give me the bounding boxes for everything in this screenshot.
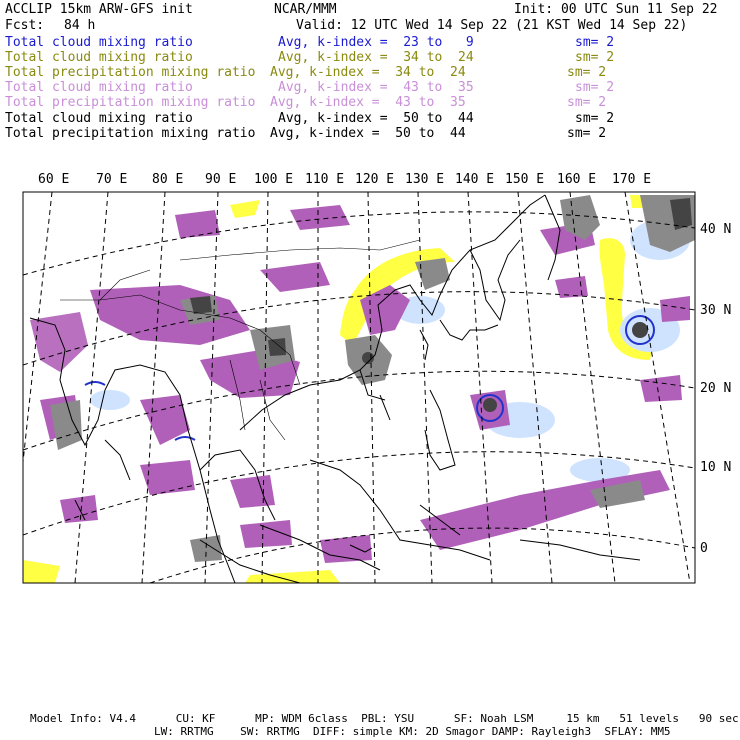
legend-range: Avg, k-index = 50 to 44: [270, 126, 466, 141]
legend-field: Total precipitation mixing ratio: [5, 126, 256, 141]
forecast-label: Fcst:: [5, 18, 45, 33]
legend-sm: sm= 2: [567, 95, 607, 110]
legend-sm: sm= 2: [575, 80, 615, 95]
lat-label: 20 N: [700, 381, 732, 396]
lon-label: 170 E: [612, 172, 652, 187]
forecast-hours: 84 h: [64, 18, 96, 33]
lat-label: 10 N: [700, 460, 732, 475]
model-info-line2: LW: RRTMG SW: RRTMG DIFF: simple KM: 2D Smagor DAMP: Rayleigh3 SFLAY: MM5: [154, 725, 671, 738]
lon-label: 60 E: [38, 172, 70, 187]
lat-label: 0: [700, 541, 708, 556]
legend-sm: sm= 2: [567, 65, 607, 80]
lon-label: 90 E: [205, 172, 237, 187]
legend-range: Avg, k-index = 23 to 9: [278, 35, 474, 50]
valid-time: Valid: 12 UTC Wed 14 Sep 22 (21 KST Wed 14 Sep 22): [296, 18, 688, 33]
legend-sm: sm= 2: [575, 111, 615, 126]
legend-sm: sm= 2: [575, 35, 615, 50]
model-title: ACCLIP 15km ARW-GFS init: [5, 2, 193, 17]
lon-label: 70 E: [96, 172, 128, 187]
legend-range: Avg, k-index = 43 to 35: [278, 80, 474, 95]
legend-sm: sm= 2: [567, 126, 607, 141]
legend-range: Avg, k-index = 34 to 24: [278, 50, 474, 65]
lon-label: 150 E: [505, 172, 545, 187]
lat-label: 40 N: [700, 222, 732, 237]
lon-label: 120 E: [355, 172, 395, 187]
legend-range: Avg, k-index = 34 to 24: [270, 65, 466, 80]
lon-label: 140 E: [455, 172, 495, 187]
legend-field: Total precipitation mixing ratio: [5, 65, 256, 80]
legend-range: Avg, k-index = 43 to 35: [270, 95, 466, 110]
model-info-line1: Model Info: V4.4 CU: KF MP: WDM 6class PBL: YSU SF: Noah LSM 15 km 51 levels 90 sec: [30, 712, 739, 725]
map-background: [23, 192, 695, 583]
legend-sm: sm= 2: [575, 50, 615, 65]
legend-field: Total cloud mixing ratio: [5, 111, 193, 126]
init-time: Init: 00 UTC Sun 11 Sep 22: [514, 2, 718, 17]
legend-field: Total cloud mixing ratio: [5, 50, 193, 65]
lon-label: 160 E: [557, 172, 597, 187]
center-name: NCAR/MMM: [274, 2, 337, 17]
legend-field: Total cloud mixing ratio: [5, 80, 193, 95]
lon-label: 110 E: [305, 172, 345, 187]
lon-label: 130 E: [405, 172, 445, 187]
lon-label: 100 E: [254, 172, 294, 187]
lat-label: 30 N: [700, 303, 732, 318]
legend-field: Total cloud mixing ratio: [5, 35, 193, 50]
lon-label: 80 E: [152, 172, 184, 187]
legend-range: Avg, k-index = 50 to 44: [278, 111, 474, 126]
legend-field: Total precipitation mixing ratio: [5, 95, 256, 110]
